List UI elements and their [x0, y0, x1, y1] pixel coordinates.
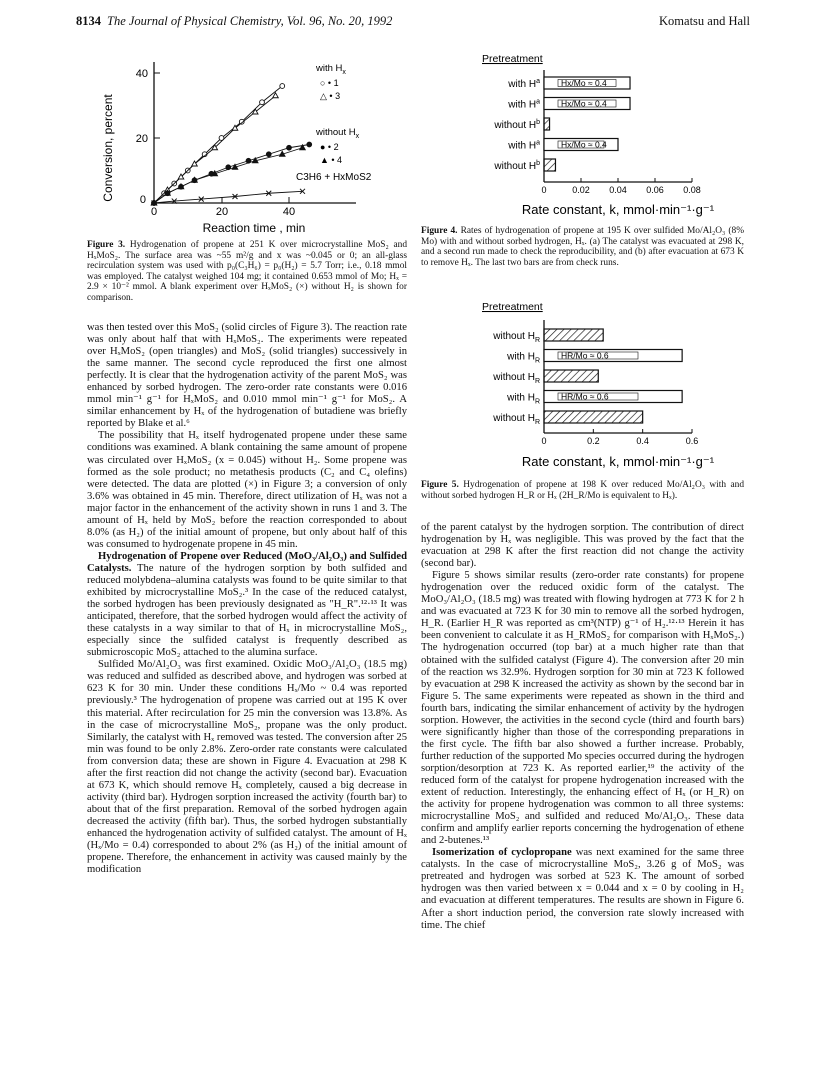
section-heading: Hydrogenation of Propene over Reduced (MoO₃/Al₂O₃) and Sulfided Catalysts. — [87, 550, 407, 574]
bar-label: without $H_R$ — [493, 413, 540, 426]
running-header — [76, 14, 750, 34]
bar-inner-label: HR/Mo ≈ 0.6 — [561, 391, 609, 402]
bar — [544, 159, 555, 171]
fig3-legend-item: ● • 2 — [320, 142, 339, 152]
fig3-legend-with: with $H_x$ — [316, 63, 346, 76]
bar — [544, 118, 550, 130]
xtick-label: 0.02 — [572, 185, 590, 195]
author-names: Komatsu and Hall — [659, 14, 750, 28]
fig3-xlabel: Reaction time , min — [202, 221, 306, 235]
fig3-point — [266, 152, 271, 157]
xtick-label: 0.4 — [636, 436, 649, 446]
fig3-point — [287, 145, 292, 150]
fig5-title: Pretreatment — [482, 301, 543, 313]
fig3-point — [260, 100, 265, 105]
fig4-ticks — [541, 178, 700, 195]
xtick-label: 0.08 — [683, 185, 701, 195]
fig3-data-marks — [151, 84, 311, 206]
bar-inner-label: Hx/Mo ≈ 0.4 — [561, 78, 607, 88]
fig3-legend-item: ▲ • 4 — [320, 155, 343, 165]
fig3-point — [252, 109, 258, 114]
fig3-legend-item: ○ • 1 — [320, 78, 339, 88]
xtick-label: 0.2 — [587, 436, 600, 446]
fig3-series-line — [154, 191, 303, 203]
bar-label: without $H^b$ — [494, 119, 540, 131]
bar — [544, 370, 598, 382]
figure-3-caption-block — [87, 240, 407, 304]
fig3-point — [307, 142, 312, 147]
fig3-point — [280, 84, 285, 89]
fig4-bars — [493, 77, 630, 172]
figure-5-caption-block — [421, 480, 744, 501]
fig3-ytick-label: 0 — [139, 194, 146, 206]
xtick-label: 0.6 — [685, 436, 699, 446]
section-heading: Isomerization of cyclopropane — [432, 847, 572, 859]
xtick-label: 0.04 — [609, 185, 627, 195]
figure-5-chart — [420, 296, 746, 476]
bar-label: without $H_R$ — [493, 372, 540, 385]
fig5-bars — [492, 329, 682, 426]
bar-inner-label: Hx/Mo ≈ 0.4 — [561, 139, 607, 150]
fig5-ticks — [541, 429, 698, 446]
fig3-xtick-label: 0 — [150, 206, 158, 218]
fig3-ytick-label: 20 — [135, 133, 148, 145]
paragraph: Sulfided Mo/Al₂O₃ was first examined. Oxidic MoO₃/Al₂O₃ (18.5 mg) was reduced and sulfided as described above, and hydrogen was sorbed at 623 K for 30 min. Under these conditions Hₓ/Mo ~ 0.4 was reported previously.³ The hydrogenation of propene was carried out at 195 K over this material. After recirculation for 25 min the conversion was 13.8%. As in the case of microcrystalline MoS₂, propane was the only product. Similarly, the catalyst with Hₓ removed was tested. The conversion after 25 min was found to be only 2.8%. Zero-order rate constants were calculated from conversion data; these are shown in Figure 4. Evacuation at 298 K after the first reaction did not change the activity (second bar). Evacuation at 673 K, which should remove Hₓ completely, caused a big decrease in activity (third bar). Hydrogen sorption increased the activity (fourth bar) to about that of the first preparation. Removal of the sorbed hydrogen again decreased the activity (fifth bar). Thus, the sorbed hydrogen substantially enhanced the hydrogenation activity of sulfided catalyst. The amount of Hₓ (Hₓ/Mo = 0.4) corresponded to about 2% (as H₂) of the initial amount of propene. Therefore, the enhancement in activity was caused mainly by the modification — [87, 659, 407, 876]
fig3-blank-label: C3H6 + HxMoS2 — [296, 172, 372, 183]
figure-4-caption-block — [421, 226, 744, 268]
paragraph: of the parent catalyst by the hydrogen sorption. The contribution of direct hydrogenation by Hₓ was negligible. This was proved by the fact that the evacuation at 298 K after the first reaction did not change the activity (second bar). — [421, 522, 744, 570]
fig4-xlabel: Rate constant, k, mmol·min⁻¹·g⁻¹ — [521, 202, 715, 217]
fig4-caption: Rates of hydrogenation of propene at 195 K over sulfided Mo/Al₂O₃ (8% Mo) with and without sorbed hydrogen, Hₓ. (a) The catalyst was evacuated at 298 K, and a second run made to check the reproducibility, and (b) after evacuation at 673 K to remove Hₓ. The last two bars are from check runs. — [421, 226, 745, 268]
journal-citation: The Journal of Physical Chemistry, Vol. 96, No. 20, 1992 — [107, 14, 393, 28]
figure-3-chart — [86, 56, 406, 238]
xtick-label: 0 — [541, 185, 547, 195]
bar-label: with $H^a$ — [508, 98, 540, 111]
bar-label: with $H^a$ — [508, 139, 540, 152]
paragraph: Isomerization of cyclopropane was next examined for the same three catalysts. In the case of microcrystalline MoS₂, 3.26 g of MoS₂ was pretreated and hydrogen was sorbed at 523 K. The amount of sorbed hydrogen was then varied between x = 0.044 and x = 0 by cooling in H₂ and evacuation at different temperatures. The results are shown in Figure 6. After a short induction period, the conversion rate slowly increased with time. The chief — [421, 847, 744, 931]
bar-label: with $H_R$ — [507, 392, 540, 406]
paragraph: Hydrogenation of Propene over Reduced (MoO₃/Al₂O₃) and Sulfided Catalysts. The nature of the hydrogen sorption by both sulfided and reduced molybdena–alumina catalysts was found to be quite similar to that exhibited by microcrystalline MoS₂.³ In the case of the reduced catalyst, the sorbed hydrogen has been previously designated as "H_R".¹²·¹³ It was anticipated, therefore, that the sorbed hydrogen would affect the activity of these catalysts in a way similar to that of Hₓ in microcrystalline MoS₂, especially since the sulfided catalyst is frequently described as submicroscopic MoS₂ attached to the alumina surface. — [87, 550, 407, 659]
fig3-xtick-label: 40 — [282, 206, 296, 218]
bar — [544, 411, 643, 423]
fig5-caption-label: Figure 5. — [421, 480, 459, 490]
paragraph: The possibility that Hₓ itself hydrogenated propene under these same conditions was examined. A blank containing the same amount of propene was circulated over HₓMoS₂ (x = 0.045) without H₂. Some propene was formed as the sole product; no metathesis products (C₂ and C₄ olefins) were detected. The data are plotted (×) in Figure 3; a conversion of only 3.6% was obtained in 45 min. Therefore, direct utilization of Hₓ was not a major factor in the enhancement of the activity shown in runs 1 and 3. The amount of Hₓ held by MoS₂ before the reaction corresponded to about 8.0% (as H₂) of the initial amount of propene, but only about half of this was consumed to hydrogenate propene in 45 min. — [87, 430, 407, 550]
left-column-text — [87, 322, 407, 876]
bar-label: without $H^b$ — [494, 160, 540, 172]
paragraph: Figure 5 shows similar results (zero-order rate constants) for propene hydrogenation over the reduced oxidic form of the catalyst. The MoO₃/Al₂O₃ (18.5 mg) was treated with flowing hydrogen at 773 K for 2 h and was evacuated at 723 K for 30 min to remove all the sorbed hydrogen, H_R. (Earlier H_R was reported as cm³(NTP) g⁻¹ of H₂.¹²·¹³ Herein it has been convenient to calculate it as H_RMoS₂ for comparison with HₓMoS₂.) The hydrogenation occurred (top bar) at a much higher rate than that obtained with the sulfided catalyst (Figure 4). The conversion after 20 min of the reaction ws 32.9%. Hydrogen sorption for 30 min at 723 K followed by evacuation at 298 K increased the activity as shown by the second bar in Figure 5. The same experiments were repeated as shown in the third and fourth bars, indicating the similar enhancement of activity by the hydrogen sorption. However, the activities in the second cycle (third and fourth bars) were significantly higher than those of the corresponding preparations in the first cycle. The fifth bar also showed a further increase. Probably, further reduction of the supported Mo species occurred during the hydrogen sorption/desorption at 723 K. As reported earlier,¹⁹ the activity of the reduced form of the catalyst for propene hydrogenation increased with the extent of reduction. Interestingly, the enhancing effect of Hₓ (or H_R) on the activity for propene hydrogenation was common to all three systems: microcrystalline MoS₂ and sulfided and reduced Mo/Al₂O₃. These data confirm and amplify earlier reports concerning the hydrogenation of ethene and 2-butenes.¹³ — [421, 570, 744, 847]
fig5-caption: Hydrogenation of propene at 198 K over reduced Mo/Al₂O₃ with and without sorbed hydrogen H_R or Hₓ (2H_R/Mo is equivalent to Hₓ). — [421, 480, 745, 501]
paragraph: was then tested over this MoS₂ (solid circles of Figure 3). The reaction rate was only about half that with HₓMoS₂. The experiments were repeated over HₓMoS₂ (open triangles) and MoS₂ (solid triangles) successively in the same manner. The second cycle reproduced the first one almost perfectly. It is clear that the hydrogenation activity of the parent MoS₂ was enhanced by sorbed hydrogen. The zero-order rate constants were 0.016 mmol min⁻¹ g⁻¹ for HₓMoS₂ and 0.010 mmol min⁻¹ g⁻¹ for MoS₂. A similar enhancement by Hₓ of the hydrogenation of butadiene was briefly reported by Blake et al.⁶ — [87, 322, 407, 430]
fig3-caption: Hydrogenation of propene at 251 K over microcrystalline MoS₂ and HₓMoS₂. The surface area was ~55 m²/g and x was ~0.045 or 0; an all-glass recirculation system was used with p₀(C₃H₆) = p₀(H₂) = 5.7 Torr; i.e., 0.18 mmol was employed. The catalyst weighed 104 mg; it contained 0.653 mmol of Mo; Hₓ = 2.9 × 10⁻² mmol. A blank experiment over HₓMoS₂ (×) without H₂ is shown for comparison. — [87, 240, 408, 303]
fig3-legend-without: without $H_x$ — [316, 127, 360, 140]
fig3-ylabel: Conversion, percent — [101, 94, 115, 202]
xtick-label: 0.06 — [646, 185, 664, 195]
fig3-xtick-label: 20 — [215, 206, 229, 218]
fig3-legend-item: △ • 3 — [320, 91, 341, 101]
bar-label: with $H_R$ — [507, 351, 540, 365]
bar-inner-label: HR/Mo ≈ 0.6 — [561, 350, 609, 361]
bar — [544, 329, 603, 341]
fig4-title: Pretreatment — [482, 53, 543, 65]
xtick-label: 0 — [541, 436, 547, 446]
page-number: 8134 — [76, 14, 101, 28]
bar-label: without $H_R$ — [493, 331, 540, 344]
fig5-xlabel: Rate constant, k, mmol·min⁻¹·g⁻¹ — [521, 454, 715, 469]
bar-inner-label: Hx/Mo ≈ 0.4 — [561, 98, 607, 109]
fig3-ytick-label: 40 — [135, 68, 148, 80]
bar-label: with $H^a$ — [508, 78, 540, 90]
figure-4-chart — [420, 50, 746, 222]
fig3-caption-label: Figure 3. — [87, 240, 126, 250]
right-column-text — [421, 522, 744, 932]
fig4-caption-label: Figure 4. — [421, 226, 458, 236]
